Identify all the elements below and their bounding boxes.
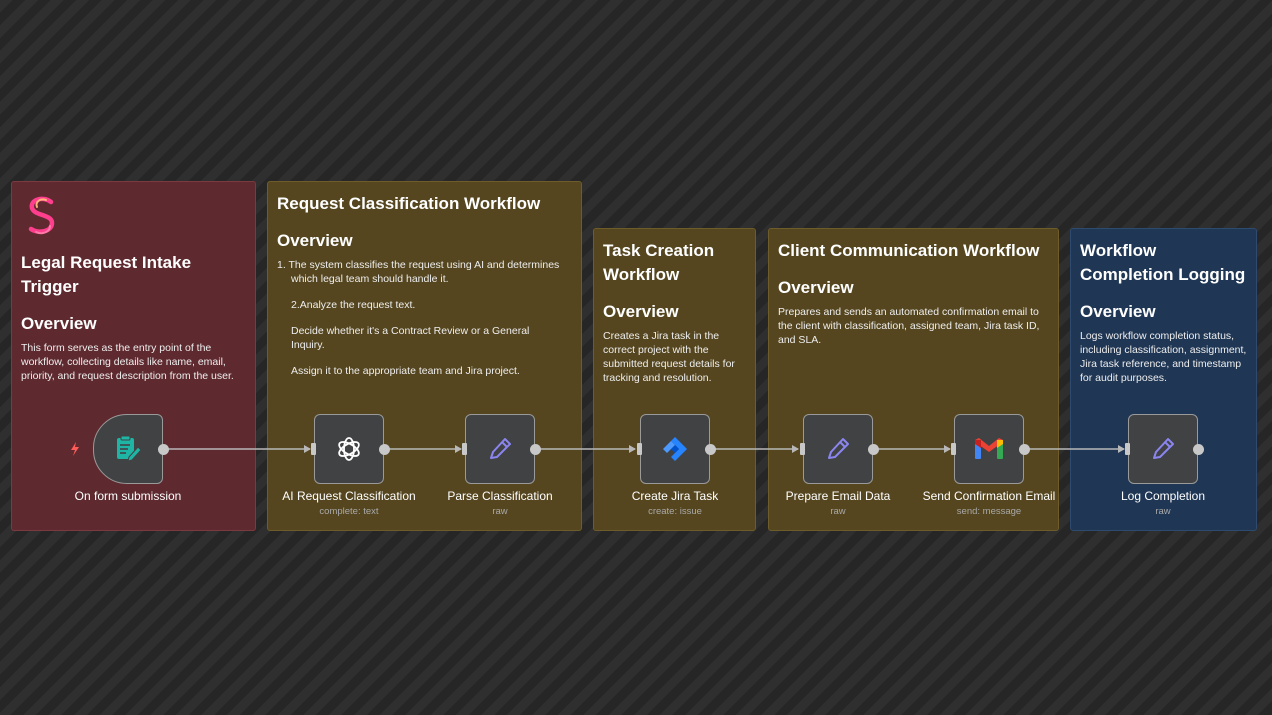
node-label: Parse Classification [447,489,553,503]
trigger-bolt-icon [69,441,81,457]
note-workflow-completion[interactable] [1070,228,1257,531]
note-overview-heading: Overview [603,302,679,321]
node-subtitle: send: message [956,506,1022,517]
node-subtitle: raw [1155,506,1171,517]
output-handle[interactable] [1193,444,1204,455]
node-label: Log Completion [1120,489,1206,503]
node-label: Prepare Email Data [785,489,891,503]
note-text: Logs workflow completion status, including classification, assignment, Jira task reference, and timestamp for audit purposes. [1080,330,1247,384]
node-on-form-submission[interactable] [93,414,163,484]
pencil-icon [485,434,515,464]
input-handle[interactable] [1125,443,1130,455]
note-list-item: 2.Analyze the request text. [291,299,416,311]
note-overview-heading: Overview [778,278,854,297]
output-handle[interactable] [158,444,169,455]
pencil-icon [1148,434,1178,464]
note-list-item: which legal team should handle it. [291,273,449,285]
node-parse-classification[interactable] [465,414,535,484]
note-list-item: 1. The system classifies the request using AI and determines [277,259,560,271]
node-subtitle: raw [830,506,846,517]
output-handle[interactable] [530,444,541,455]
app-logo-icon [24,196,60,236]
output-handle[interactable] [379,444,390,455]
node-label: AI Request Classification [282,489,416,503]
note-title: Completion Logging [1080,265,1246,284]
node-ai-request-classification[interactable] [314,414,384,484]
pencil-icon [823,434,853,464]
node-label: Send Confirmation Email [922,489,1056,503]
note-title: Trigger [21,277,79,296]
note-overview-heading: Overview [277,231,353,250]
note-text: Creates a Jira task in the correct project with the submitted request details for tracking and resolution. [603,330,735,384]
input-handle[interactable] [951,443,956,455]
note-title: Request Classification Workflow [277,194,541,213]
input-handle[interactable] [462,443,467,455]
output-handle[interactable] [868,444,879,455]
note-list-item: Decide whether it's a Contract Review or a General Inquiry. [291,325,530,351]
note-text: This form serves as the entry point of the workflow, collecting details like name, email, priority, and request description from the user. [21,342,234,382]
jira-icon [661,435,689,463]
output-handle[interactable] [1019,444,1030,455]
input-handle[interactable] [311,443,316,455]
node-create-jira-task[interactable] [640,414,710,484]
input-handle[interactable] [637,443,642,455]
note-title: Workflow [1080,241,1157,260]
note-client-communication[interactable] [768,228,1059,531]
node-prepare-email-data[interactable] [803,414,873,484]
openai-icon [334,434,364,464]
note-title: Legal Request Intake [21,253,192,272]
node-subtitle: raw [492,506,508,517]
form-icon [114,435,142,463]
node-log-completion[interactable] [1128,414,1198,484]
note-title: Client Communication Workflow [778,241,1040,260]
note-text: Prepares and sends an automated confirmation email to the client with classification, assigned team, Jira task ID, and SLA. [778,306,1040,346]
note-task-creation[interactable] [593,228,756,531]
node-label: On form submission [74,489,182,503]
note-overview-heading: Overview [1080,302,1156,321]
input-handle[interactable] [800,443,805,455]
note-overview-heading: Overview [21,314,97,333]
note-list-item: Assign it to the appropriate team and Jira project. [291,365,520,377]
node-subtitle: create: issue [648,506,702,517]
output-handle[interactable] [705,444,716,455]
gmail-icon [974,437,1004,461]
note-title: Workflow [603,265,680,284]
node-label: Create Jira Task [631,489,719,503]
note-title: Task Creation [603,241,715,260]
node-send-confirmation-email[interactable] [954,414,1024,484]
node-subtitle: complete: text [319,506,379,517]
